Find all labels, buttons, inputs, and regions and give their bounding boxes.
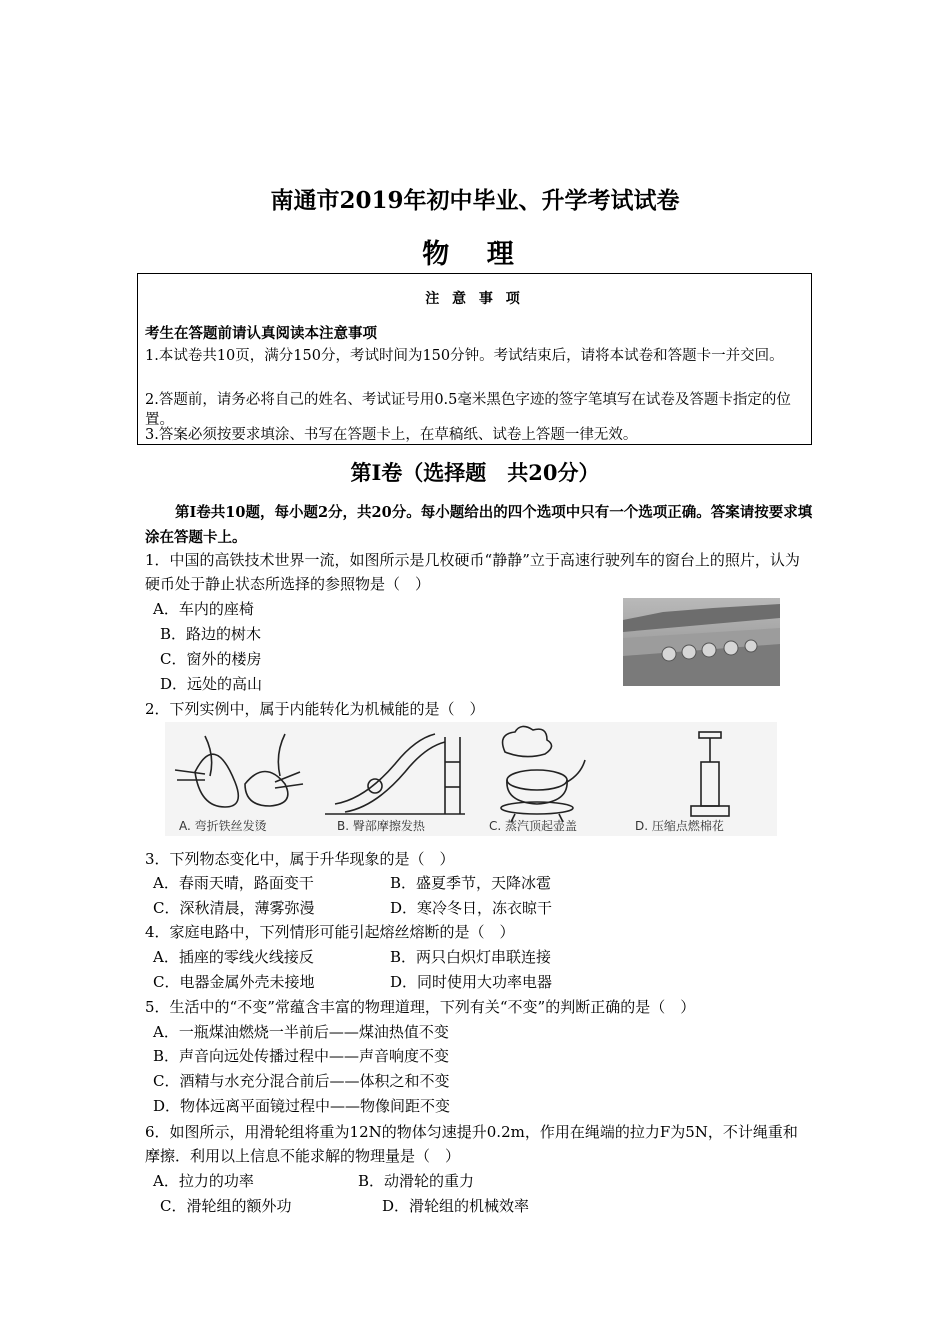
energy-conversion-figure xyxy=(165,722,777,836)
coins-on-train-photo xyxy=(623,598,780,686)
q6-stem: 6．如图所示，用滑轮组将重为12N的物体匀速提升0.2m，作用在绳端的拉力F为5N，不计绳重和摩擦．利用以上信息不能求解的物理量是（ ） xyxy=(145,1123,798,1165)
q1-option-a: A．车内的座椅 xyxy=(153,600,254,618)
q1-stem: 1．中国的高铁技术世界一流，如图所示是几枚硬币“静静”立于高速行驶列车的窗台上的照片，认为硬币处于静止状态所选择的参照物是（ ） xyxy=(145,551,800,593)
subject-title: 物 理 xyxy=(422,239,528,270)
section-instructions: 第Ⅰ卷共10题，每小题2分，共20分。每小题给出的四个选项中只有一个选项正确。答案请按要求填涂在答题卡上。 xyxy=(145,504,813,546)
section-title: 第Ⅰ卷（选择题 共20分） xyxy=(350,460,600,485)
q2-label-b: B. 臀部摩擦发热 xyxy=(337,819,425,833)
q5-option-b: B．声音向远处传播过程中——声音响度不变 xyxy=(153,1047,450,1065)
q6-option-c: C．滑轮组的额外功 xyxy=(160,1197,292,1215)
q1-option-c: C．窗外的楼房 xyxy=(160,650,262,668)
q5-stem: 5．生活中的“不变”常蕴含丰富的物理道理，下列有关“不变”的判断正确的是（ ） xyxy=(145,998,696,1016)
q5-option-c: C．酒精与水充分混合前后——体积之和不变 xyxy=(153,1072,450,1090)
q6-option-b: B．动滑轮的重力 xyxy=(358,1172,475,1190)
q4-option-b: B．两只白炽灯串联连接 xyxy=(390,948,552,966)
notice-heading: 注 意 事 项 xyxy=(425,291,524,307)
exam-title: 南通市2019年初中毕业、升学考试试卷 xyxy=(270,187,680,214)
q3-option-b: B．盛夏季节，天降冰雹 xyxy=(390,874,552,892)
q6-option-d: D．滑轮组的机械效率 xyxy=(382,1197,530,1215)
q3-stem: 3．下列物态变化中，属于升华现象的是（ ） xyxy=(145,850,455,868)
notice-item-1: 1.本试卷共10页，满分150分，考试时间为150分钟。考试结束后，请将本试卷和答题卡一并交回。 xyxy=(145,348,784,364)
q3-option-d: D．寒冷冬日，冻衣晾干 xyxy=(390,899,553,917)
q4-option-c: C．电器金属外壳未接地 xyxy=(153,973,315,991)
notice-box xyxy=(137,273,812,445)
q5-option-a: A．一瓶煤油燃烧一半前后——煤油热值不变 xyxy=(153,1023,449,1041)
q5-option-d: D．物体远离平面镜过程中——物像间距不变 xyxy=(153,1097,451,1115)
notice-item-2: 2.答题前，请务必将自己的姓名、考试证号用0.5毫米黑色字迹的签字笔填写在试卷及答题卡指定的位置。 xyxy=(145,392,791,428)
q4-option-d: D．同时使用大功率电器 xyxy=(390,973,553,991)
q1-option-b: B．路边的树木 xyxy=(160,625,262,643)
q2-stem: 2．下列实例中，属于内能转化为机械能的是（ ） xyxy=(145,700,485,718)
q4-stem: 4．家庭电路中，下列情形可能引起熔丝熔断的是（ ） xyxy=(145,923,515,941)
q6-option-a: A．拉力的功率 xyxy=(153,1172,254,1190)
q2-label-d: D. 压缩点燃棉花 xyxy=(635,819,724,833)
q2-label-c: C. 蒸汽顶起壶盖 xyxy=(489,819,578,833)
q4-option-a: A．插座的零线火线接反 xyxy=(153,948,314,966)
q3-option-a: A．春雨天晴，路面变干 xyxy=(153,874,314,892)
notice-subheading: 考生在答题前请认真阅读本注意事项 xyxy=(145,325,377,342)
q3-option-c: C．深秋清晨，薄雾弥漫 xyxy=(153,899,315,917)
q2-label-a: A. 弯折铁丝发烫 xyxy=(179,819,267,833)
notice-item-3: 3.答案必须按要求填涂、书写在答题卡上，在草稿纸、试卷上答题一律无效。 xyxy=(145,427,638,443)
q1-option-d: D．远处的高山 xyxy=(160,675,263,693)
